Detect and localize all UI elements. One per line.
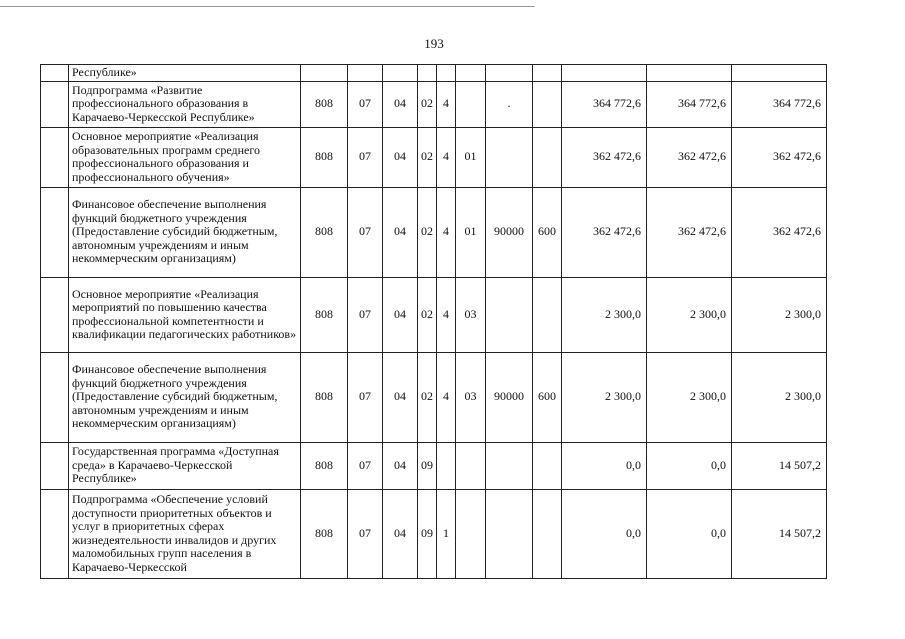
subprogram-cell: 1 — [437, 489, 456, 578]
row-number-cell — [41, 81, 69, 127]
vedomstvo-cell — [301, 65, 348, 82]
vid-cell — [533, 81, 562, 127]
podrazdel-cell — [383, 65, 418, 82]
amount-2-cell: 362 472,6 — [647, 187, 732, 277]
table-row — [41, 442, 827, 489]
amount-1-cell: 364 772,6 — [562, 81, 647, 127]
direction-cell — [486, 127, 533, 187]
event-cell — [456, 442, 486, 489]
row-name-cell: Подпрограмма «Обеспечение условий доступности приоритетных объектов и услуг в приоритетных сферах жизнедеятельности инвалидов и других маломобильных групп населения в Карачаево-Черкесской — [69, 489, 301, 578]
page-number: 193 — [424, 36, 444, 51]
razdel-cell: 07 — [348, 489, 383, 578]
vid-cell — [533, 489, 562, 578]
razdel-cell: 07 — [348, 277, 383, 352]
table-row — [41, 65, 827, 82]
row-name-cell: Финансовое обеспечение выполнения функций бюджетного учреждения (Предоставление субсидий бюджетным, автономным учреждениям и иным некоммерческим организациям) — [69, 352, 301, 442]
vid-cell: 600 — [533, 187, 562, 277]
podrazdel-cell: 04 — [383, 187, 418, 277]
subprogram-cell: 4 — [437, 127, 456, 187]
row-name-cell: Основное мероприятие «Реализация мероприятий по повышению качества профессиональной компетентности и квалификации педагогических работников» — [69, 277, 301, 352]
row-name-cell: Подпрограмма «Развитие профессионального образования в Карачаево-Черкесской Республике» — [69, 81, 301, 127]
event-cell — [456, 65, 486, 82]
amount-3-cell: 364 772,6 — [732, 81, 827, 127]
amount-1-cell: 2 300,0 — [562, 277, 647, 352]
row-number-cell — [41, 489, 69, 578]
amount-3-cell: 362 472,6 — [732, 187, 827, 277]
program-cell: 09 — [418, 489, 437, 578]
amount-1-cell — [562, 65, 647, 82]
podrazdel-cell: 04 — [383, 81, 418, 127]
event-cell: 03 — [456, 352, 486, 442]
table-row — [41, 277, 827, 352]
razdel-cell — [348, 65, 383, 82]
row-number-cell — [41, 187, 69, 277]
amount-3-cell: 362 472,6 — [732, 127, 827, 187]
table-row — [41, 489, 827, 578]
event-cell — [456, 81, 486, 127]
row-number-cell — [41, 352, 69, 442]
vedomstvo-cell: 808 — [301, 81, 348, 127]
table-row — [41, 127, 827, 187]
vedomstvo-cell: 808 — [301, 127, 348, 187]
amount-2-cell — [647, 65, 732, 82]
podrazdel-cell: 04 — [383, 127, 418, 187]
direction-cell — [486, 65, 533, 82]
vedomstvo-cell: 808 — [301, 442, 348, 489]
vedomstvo-cell: 808 — [301, 277, 348, 352]
row-name-cell: Финансовое обеспечение выполнения функций бюджетного учреждения (Предоставление субсидий бюджетным, автономным учреждениям и иным некоммерческим организациям) — [69, 187, 301, 277]
amount-1-cell: 0,0 — [562, 489, 647, 578]
budget-table-body — [41, 65, 827, 579]
event-cell: 01 — [456, 127, 486, 187]
amount-3-cell: 14 507,2 — [732, 489, 827, 578]
program-cell — [418, 65, 437, 82]
program-cell: 09 — [418, 442, 437, 489]
amount-1-cell: 2 300,0 — [562, 352, 647, 442]
vid-cell — [533, 277, 562, 352]
row-name-cell: Основное мероприятие «Реализация образовательных программ среднего профессионального образования и профессионального обучения» — [69, 127, 301, 187]
event-cell: 01 — [456, 187, 486, 277]
amount-1-cell: 362 472,6 — [562, 187, 647, 277]
row-number-cell — [41, 277, 69, 352]
vid-cell: 600 — [533, 352, 562, 442]
razdel-cell: 07 — [348, 81, 383, 127]
program-cell: 02 — [418, 187, 437, 277]
program-cell: 02 — [418, 127, 437, 187]
amount-3-cell: 2 300,0 — [732, 277, 827, 352]
subprogram-cell: 4 — [437, 187, 456, 277]
amount-2-cell: 2 300,0 — [647, 352, 732, 442]
vedomstvo-cell: 808 — [301, 187, 348, 277]
row-number-cell — [41, 127, 69, 187]
direction-cell: . — [486, 81, 533, 127]
event-cell — [456, 489, 486, 578]
podrazdel-cell: 04 — [383, 442, 418, 489]
direction-cell — [486, 277, 533, 352]
vedomstvo-cell: 808 — [301, 352, 348, 442]
subprogram-cell: 4 — [437, 277, 456, 352]
direction-cell — [486, 442, 533, 489]
amount-2-cell: 0,0 — [647, 489, 732, 578]
row-number-cell — [41, 65, 69, 82]
direction-cell: 90000 — [486, 352, 533, 442]
vedomstvo-cell: 808 — [301, 489, 348, 578]
razdel-cell: 07 — [348, 187, 383, 277]
budget-table — [40, 64, 827, 579]
direction-cell — [486, 489, 533, 578]
table-row — [41, 81, 827, 127]
razdel-cell: 07 — [348, 127, 383, 187]
podrazdel-cell: 04 — [383, 277, 418, 352]
program-cell: 02 — [418, 81, 437, 127]
table-row — [41, 352, 827, 442]
direction-cell: 90000 — [486, 187, 533, 277]
amount-2-cell: 2 300,0 — [647, 277, 732, 352]
amount-2-cell: 0,0 — [647, 442, 732, 489]
event-cell: 03 — [456, 277, 486, 352]
program-cell: 02 — [418, 277, 437, 352]
row-number-cell — [41, 442, 69, 489]
vid-cell — [533, 65, 562, 82]
amount-3-cell — [732, 65, 827, 82]
vid-cell — [533, 442, 562, 489]
razdel-cell: 07 — [348, 352, 383, 442]
amount-2-cell: 362 472,6 — [647, 127, 732, 187]
amount-1-cell: 0,0 — [562, 442, 647, 489]
subprogram-cell — [437, 65, 456, 82]
program-cell: 02 — [418, 352, 437, 442]
top-rule — [0, 6, 535, 7]
vid-cell — [533, 127, 562, 187]
amount-2-cell: 364 772,6 — [647, 81, 732, 127]
podrazdel-cell: 04 — [383, 489, 418, 578]
amount-1-cell: 362 472,6 — [562, 127, 647, 187]
subprogram-cell: 4 — [437, 81, 456, 127]
row-name-cell: Государственная программа «Доступная среда» в Карачаево-Черкесской Республике» — [69, 442, 301, 489]
table-row — [41, 187, 827, 277]
amount-3-cell: 14 507,2 — [732, 442, 827, 489]
subprogram-cell: 4 — [437, 352, 456, 442]
row-name-cell: Республике» — [69, 65, 301, 82]
amount-3-cell: 2 300,0 — [732, 352, 827, 442]
subprogram-cell — [437, 442, 456, 489]
razdel-cell: 07 — [348, 442, 383, 489]
podrazdel-cell: 04 — [383, 352, 418, 442]
